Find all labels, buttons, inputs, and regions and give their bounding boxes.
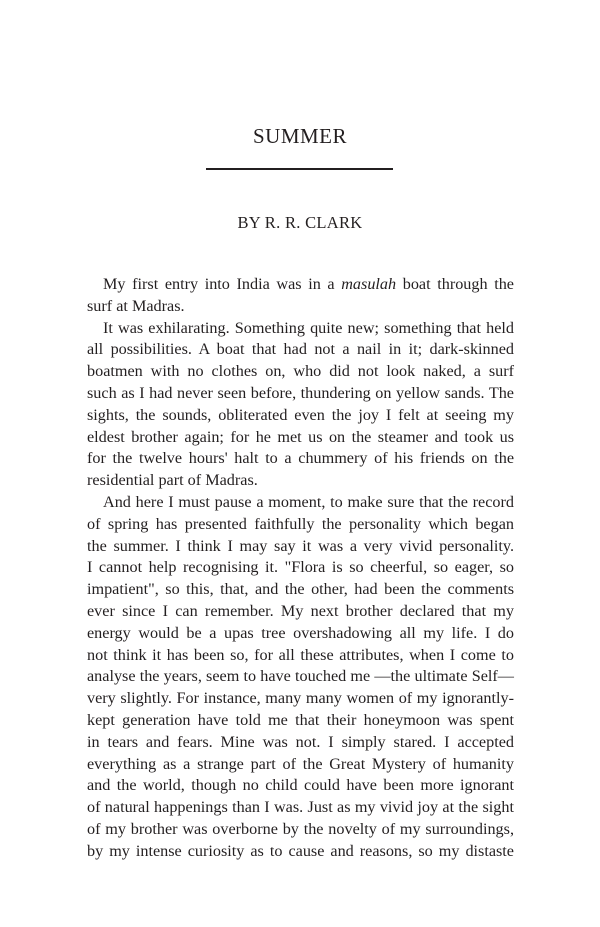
text-line: everything as a strange part of the Great Mystery of humanity <box>87 754 514 773</box>
title-rule <box>206 168 393 170</box>
text-line: by my intense curiosity as to cause and reasons, so my distaste <box>87 841 514 860</box>
text-line: not think it has been so, for all these attributes, when I come to <box>87 645 514 664</box>
paragraph-3 <box>87 492 514 863</box>
chapter-title: SUMMER <box>252 124 348 148</box>
author-byline: BY R. R. CLARK <box>237 213 363 232</box>
text-line: analyse the years, seem to have touched me —the ultimate Self— <box>87 667 514 686</box>
text-line: all possibilities. A boat that had not a nail in it; dark-skinned <box>87 340 514 359</box>
italic-word: masulah <box>341 275 397 293</box>
text-line: of my brother was overborne by the novelty of my surroundings, <box>87 819 514 838</box>
paragraph-2 <box>87 318 514 492</box>
text-line: impatient", so this, that, and the other, had been the comments <box>87 580 514 599</box>
text-line: and the world, though no child could have been more ignorant <box>87 776 514 795</box>
text-line: sights, the sounds, obliterated even the joy I felt at seeing my <box>87 405 514 424</box>
text-line <box>87 274 514 296</box>
body-text <box>87 274 514 863</box>
paragraph-1 <box>87 274 514 318</box>
text-line: And here I must pause a moment, to make sure that the record <box>103 492 514 511</box>
text-line: energy would be a upas tree overshadowing all my life. I do <box>87 623 514 642</box>
text-line: for the twelve hours' halt to a chummery of his friends on the <box>87 449 514 468</box>
text-line: It was exhilarating. Something quite new; something that held <box>103 318 514 337</box>
text-line: residential part of Madras. <box>87 471 258 490</box>
text-line: boatmen with no clothes on, who did not look naked, a surf <box>87 362 514 381</box>
text-line: eldest brother again; for he met us on the steamer and took us <box>87 427 514 446</box>
text-line: in tears and fears. Mine was not. I simply stared. I accepted <box>87 732 514 751</box>
text-span: My first entry into India was in a <box>103 275 342 293</box>
text-line: of spring has presented faithfully the personality which began <box>87 514 514 533</box>
text-line: I cannot help recognising it. "Flora is so cheerful, so eager, so <box>87 558 514 577</box>
text-span: boat through the <box>396 275 514 293</box>
text-line: very slightly. For instance, many many women of my ignorantly- <box>87 689 514 708</box>
text-line: of natural happenings than I was. Just as my vivid joy at the sight <box>87 798 514 817</box>
text-line: surf at Madras. <box>87 296 185 315</box>
text-line: kept generation have told me that their honeymoon was spent <box>87 710 514 729</box>
text-line: ever since I can remember. My next brother declared that my <box>87 601 514 620</box>
text-line: the summer. I think I may say it was a very vivid personality. <box>87 536 514 555</box>
text-line: such as I had never seen before, thundering on yellow sands. The <box>87 383 514 402</box>
